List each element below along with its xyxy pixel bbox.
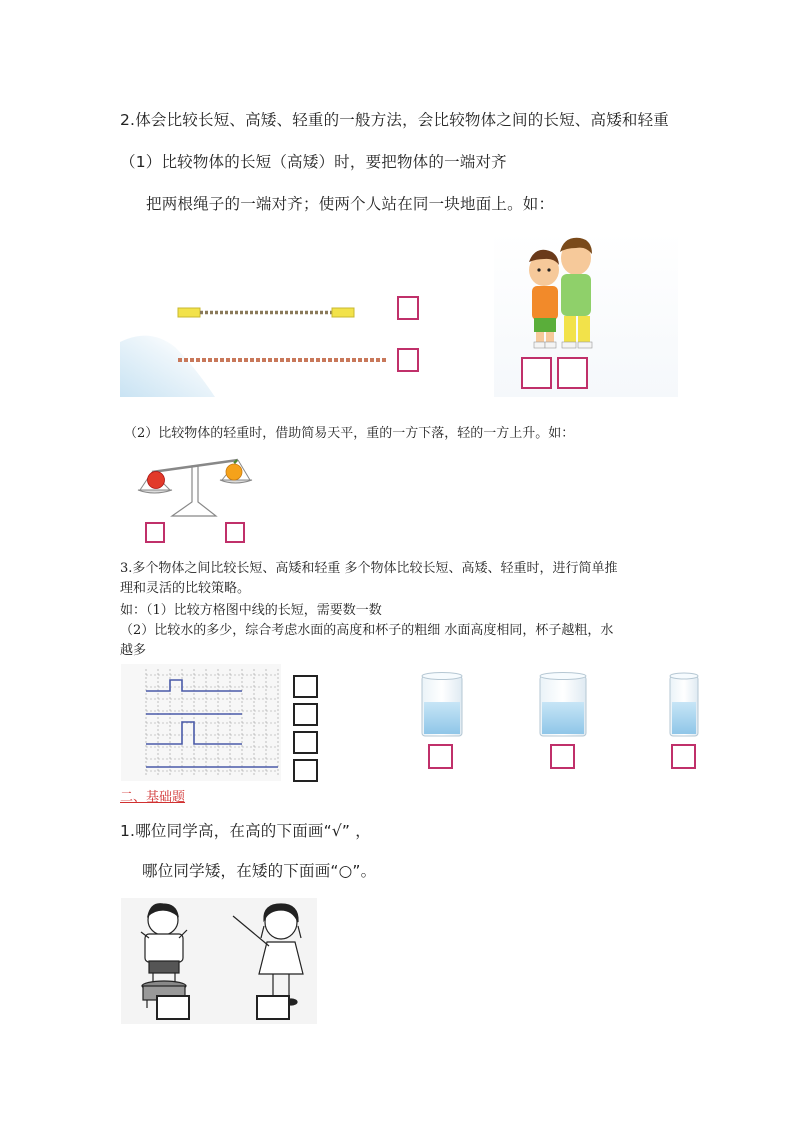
- answer-box-girl[interactable]: [256, 995, 290, 1020]
- balance-scale-illustration: [134, 450, 259, 522]
- balance-svg: [134, 450, 259, 522]
- answer-box-grid-line-3[interactable]: [293, 731, 318, 754]
- answer-box-grid-line-4[interactable]: [293, 759, 318, 782]
- subsection-1-example: 把两根绳子的一端对齐；使两个人站在同一块地面上。如：: [146, 195, 555, 213]
- section-3-title-line1: 3.多个物体之间比较长短、高矮和轻重 多个物体比较长短、高矮、轻重时，进行简单推: [120, 561, 618, 576]
- question-1-line1: 1.哪位同学高，在高的下面画“√” ，: [120, 822, 371, 840]
- short-rope-handle-right: [332, 308, 354, 317]
- ropes-illustration: [120, 232, 420, 397]
- answer-box-grid-line-2[interactable]: [293, 703, 318, 726]
- answer-box-left-pan[interactable]: [145, 522, 165, 543]
- answer-box-short-boy[interactable]: [521, 357, 552, 389]
- short-boy-figure: [529, 250, 559, 348]
- balance-stand: [172, 466, 216, 516]
- grid-dots: [146, 669, 278, 776]
- subsection-1-title: （1）比较物体的长短（高矮）时，要把物体的一端对齐: [120, 153, 507, 171]
- answer-box-boy[interactable]: [156, 995, 190, 1020]
- answer-box-grid-line-1[interactable]: [293, 675, 318, 698]
- left-pan: [138, 490, 172, 493]
- girl-pointing-figure: [233, 904, 303, 1005]
- section-3-title-line2: 理和灵活的比较策略。: [120, 581, 251, 596]
- grid-line-paths: [146, 680, 278, 767]
- grid-line-3: [146, 722, 242, 744]
- answer-box-long-rope[interactable]: [397, 348, 419, 372]
- answer-box-cup-wide[interactable]: [550, 744, 575, 769]
- cloud-decoration: [120, 336, 215, 397]
- orange-icon: [226, 464, 242, 480]
- short-rope-handle-left: [178, 308, 200, 317]
- answer-box-cup-medium[interactable]: [428, 744, 453, 769]
- apple-icon: [148, 472, 165, 489]
- grid-svg: [121, 664, 281, 781]
- ropes-svg: [120, 232, 420, 397]
- tall-boy-figure: [560, 238, 592, 348]
- answer-box-short-rope[interactable]: [397, 296, 419, 320]
- grid-lines-illustration: [121, 664, 281, 781]
- cup-medium: [422, 673, 462, 737]
- answer-box-cup-narrow[interactable]: [671, 744, 696, 769]
- section-3-example-2-line1: （2）比较水的多少，综合考虑水面的高度和杯子的粗细 水面高度相同，杯子越粗，水: [120, 623, 614, 638]
- boy-on-stool-figure: [141, 904, 187, 1008]
- question-1-line2: 哪位同学矮，在矮的下面画“○”。: [142, 862, 377, 880]
- cup-wide: [540, 673, 586, 737]
- subsection-2-title: （2）比较物体的轻重时，借助简易天平，重的一方下落，轻的一方上升。如：: [124, 426, 575, 441]
- right-pan: [220, 480, 252, 483]
- answer-box-right-pan[interactable]: [225, 522, 245, 543]
- section-3-example-1: 如：（1）比较方格图中线的长短，需要数一数: [120, 603, 382, 618]
- section-2-title: 2.体会比较长短、高矮、轻重的一般方法，会比较物体之间的长短、高矮和轻重: [120, 111, 669, 129]
- basic-questions-heading: 二、基础题: [120, 790, 186, 805]
- answer-box-tall-boy[interactable]: [557, 357, 588, 389]
- cup-narrow: [670, 673, 698, 736]
- section-3-example-2-line2: 越多: [120, 643, 147, 658]
